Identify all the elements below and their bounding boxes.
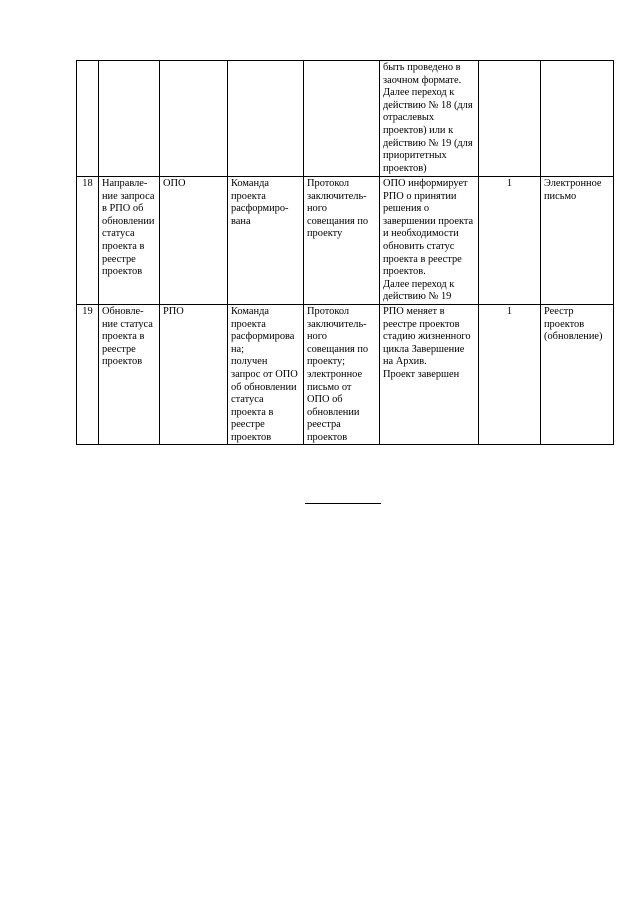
output-cell: Протокол заключитель- ного совещания по проекту; электронное письмо от ОПО об обновлении реестра проектов <box>304 304 380 445</box>
input-cell: Команда проекта расформиро- вана <box>228 177 304 305</box>
description-cell: быть проведено в заочном формате. Далее переход к действию № 18 (для отраслевых проектов) или к действию № 19 (для приоритетных проектов) <box>380 61 479 177</box>
end-of-document-rule <box>305 503 381 504</box>
duration-cell <box>479 61 541 177</box>
step-number-cell <box>77 61 99 177</box>
action-cell <box>99 61 160 177</box>
format-cell: Электронное письмо <box>541 177 614 305</box>
process-table <box>76 60 614 445</box>
table-row <box>77 304 614 445</box>
output-cell: Протокол заключитель- ного совещания по проекту <box>304 177 380 305</box>
format-cell <box>541 61 614 177</box>
duration-cell: 1 <box>479 304 541 445</box>
responsible-cell: РПО <box>160 304 228 445</box>
description-cell: РПО меняет в реестре проектов стадию жизненного цикла Завершение на Архив. Проект завершен <box>380 304 479 445</box>
input-cell: Команда проекта расформирова на; получен запрос от ОПО об обновлении статуса проекта в реестре проектов <box>228 304 304 445</box>
step-number-cell: 19 <box>77 304 99 445</box>
responsible-cell <box>160 61 228 177</box>
duration-cell: 1 <box>479 177 541 305</box>
table-row <box>77 177 614 305</box>
format-cell: Реестр проектов (обновление) <box>541 304 614 445</box>
responsible-cell: ОПО <box>160 177 228 305</box>
description-cell: ОПО информирует РПО о принятии решения о завершении проекта и необходимости обновить статус проекта в реестре проектов. Далее переход к действию № 19 <box>380 177 479 305</box>
input-cell <box>228 61 304 177</box>
action-cell: Направле- ние запроса в РПО об обновлении статуса проекта в реестре проектов <box>99 177 160 305</box>
step-number-cell: 18 <box>77 177 99 305</box>
output-cell <box>304 61 380 177</box>
table-row <box>77 61 614 177</box>
action-cell: Обновле- ние статуса проекта в реестре проектов <box>99 304 160 445</box>
